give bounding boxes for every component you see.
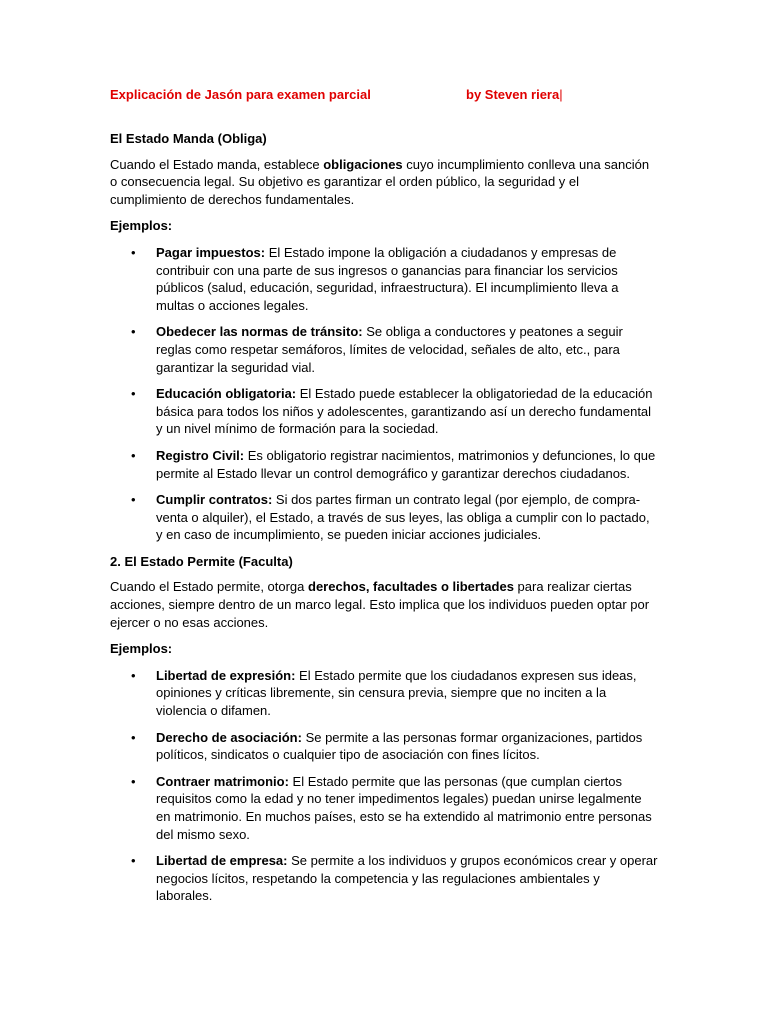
intro-text: Cuando el Estado manda, establece	[110, 156, 324, 172]
item-text: El Estado permite que las personas (que cumplan ciertos requisitos como la edad y no tener impedimentos legales) puedan unirse legalmente en matrimonio. En muchos países, esto se ha extendido al matrimonio entre personas del mismo sexo.	[156, 773, 652, 842]
document-author	[466, 86, 563, 104]
section-2-intro	[110, 578, 658, 631]
list-item	[110, 729, 658, 764]
bullet-icon: •	[131, 853, 136, 869]
item-term: Pagar impuestos:	[156, 244, 266, 260]
bullet-icon: •	[131, 447, 136, 463]
intro-bold: derechos, facultades o libertades	[308, 579, 514, 595]
item-term: Educación obligatoria:	[156, 386, 297, 402]
list-item	[110, 667, 658, 720]
intro-text: cuyo incumplimiento conlleva una sanción o consecuencia legal. Su objetivo es garantizar el orden público, la seguridad y el cumplimiento de derechos fundamentales.	[110, 156, 650, 207]
bullet-icon: •	[131, 667, 136, 683]
section-2-examples-list	[110, 667, 658, 905]
bullet-icon: •	[131, 386, 136, 402]
section-1-examples-label: Ejemplos:	[110, 218, 173, 234]
item-term: Libertad de expresión:	[156, 667, 296, 683]
list-item	[110, 852, 658, 905]
section-1-examples-list	[110, 244, 658, 544]
text-cursor: |	[559, 87, 563, 102]
list-item	[110, 244, 658, 314]
section-2-title: 2. El Estado Permite (Faculta)	[110, 553, 293, 569]
intro-bold: obligaciones	[323, 156, 403, 172]
item-term: Registro Civil:	[156, 447, 245, 463]
item-term: Libertad de empresa:	[156, 853, 288, 869]
item-text: Es obligatorio registrar nacimientos, matrimonios y defunciones, lo que permite al Estado llevar un control demográfico y garantizar derechos ciudadanos.	[156, 447, 656, 481]
bullet-icon: •	[131, 324, 136, 340]
list-item	[110, 773, 658, 843]
document-header	[110, 86, 658, 104]
section-2-examples-label: Ejemplos:	[110, 641, 173, 657]
bullet-icon: •	[131, 729, 136, 745]
author-name: by Steven riera	[466, 87, 560, 102]
item-text: Si dos partes firman un contrato legal (por ejemplo, de compra-venta o alquiler), el Estado, a través de sus leyes, las obliga a cumplir con lo pactado, y en caso de incumplimiento, se pueden iniciar acciones judiciales.	[156, 492, 650, 543]
item-term: Derecho de asociación:	[156, 729, 302, 745]
bullet-icon: •	[131, 492, 136, 508]
intro-text: para realizar ciertas acciones, siempre dentro de un marco legal. Esto implica que los individuos pueden optar por ejercer o no esas acciones.	[110, 579, 650, 630]
item-text: Se permite a las personas formar organizaciones, partidos políticos, sindicatos o cualquier tipo de asociación con fines lícitos.	[156, 729, 643, 763]
list-item	[110, 491, 658, 544]
intro-text: Cuando el Estado permite, otorga	[110, 579, 309, 595]
item-term: Obedecer las normas de tránsito:	[156, 324, 363, 340]
item-text: Se permite a los individuos y grupos económicos crear y operar negocios lícitos, respetando la competencia y las regulaciones ambientales y laborales.	[156, 853, 658, 904]
list-item	[110, 385, 658, 438]
bullet-icon: •	[131, 773, 136, 789]
document-title: Explicación de Jasón para examen parcial	[110, 87, 371, 102]
item-text: El Estado puede establecer la obligatoriedad de la educación básica para todos los niños y adolescentes, garantizando así un derecho fundamental y un nivel mínimo de formación para la sociedad.	[156, 386, 653, 437]
item-text: Se obliga a conductores y peatones a seguir reglas como respetar semáforos, límites de velocidad, señales de alto, etc., para garantizar la seguridad vial.	[156, 324, 623, 375]
item-term: Contraer matrimonio:	[156, 773, 289, 789]
section-1-title: El Estado Manda (Obliga)	[110, 131, 267, 146]
section-1-intro	[110, 156, 658, 209]
item-term: Cumplir contratos:	[156, 492, 273, 508]
item-text: El Estado impone la obligación a ciudadanos y empresas de contribuir con una parte de sus ingresos o ganancias para financiar los servicios públicos (salud, educación, seguridad, infraestructura). El incumplimiento lleva a multas o acciones legales.	[156, 244, 619, 313]
list-item	[110, 447, 658, 482]
list-item	[110, 323, 658, 376]
bullet-icon: •	[131, 244, 136, 260]
item-text: El Estado permite que los ciudadanos expresen sus ideas, opiniones y críticas libremente, sin censura previa, siempre que no inciten a la violencia o difamen.	[156, 667, 637, 719]
